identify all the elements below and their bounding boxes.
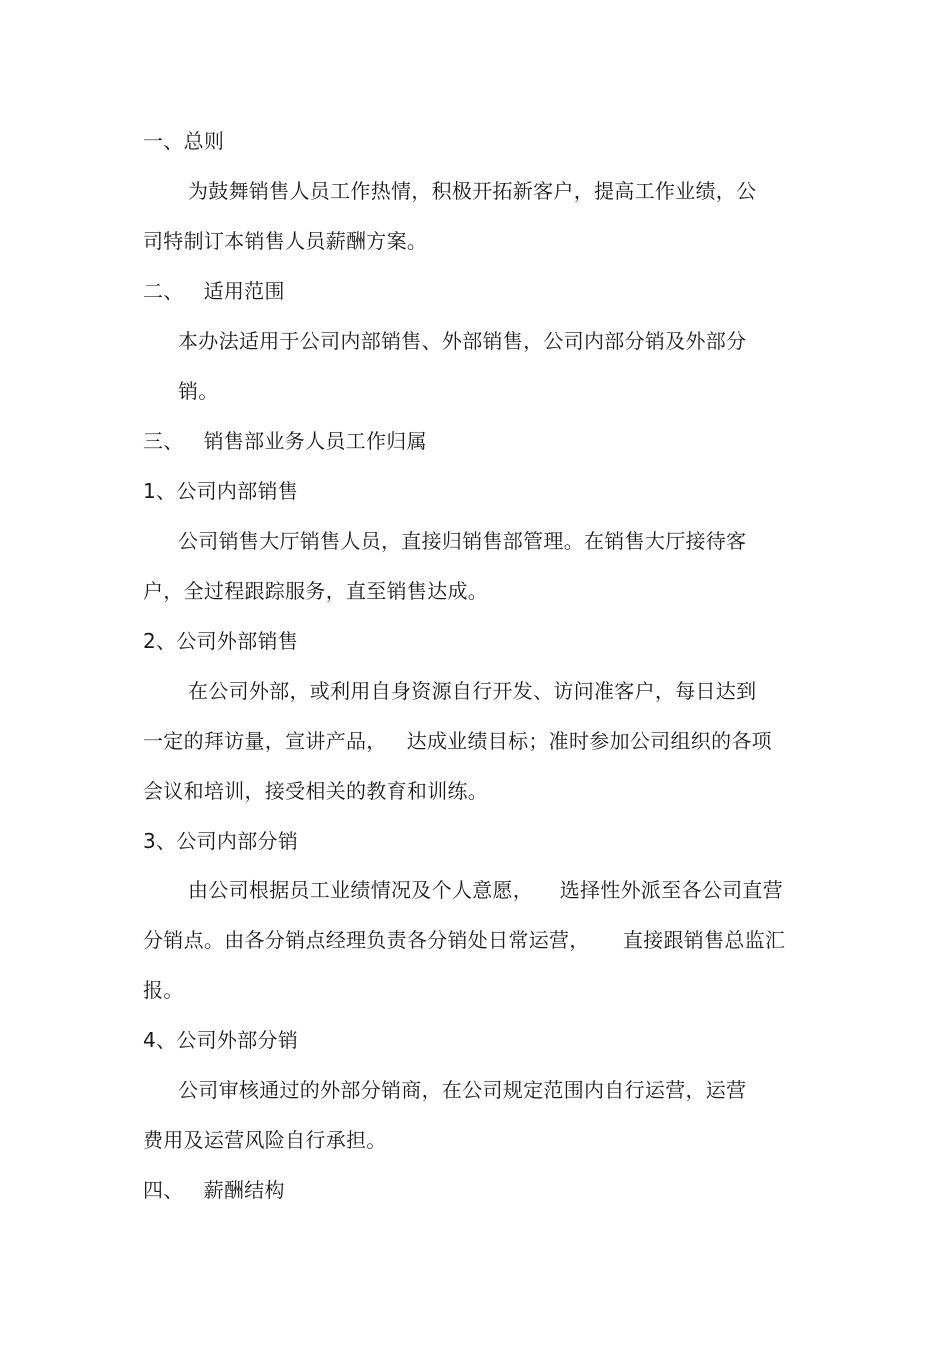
section-heading-work-assignment: 三、 销售部业务人员工作归属 — [143, 429, 427, 453]
paragraph-line: 分销点。由各分销点经理负责各分销处日常运营， 直接跟销售总监汇 — [143, 928, 786, 952]
paragraph-line: 公司销售大厅销售人员，直接归销售部管理。在销售大厅接待客 — [178, 529, 747, 553]
subsection-heading: 1、公司内部销售 — [143, 479, 299, 503]
paragraph-line: 公司审核通过的外部分销商，在公司规定范围内自行运营，运营 — [178, 1078, 747, 1102]
section-heading-scope: 二、 适用范围 — [143, 279, 285, 303]
subsection-heading: 4、公司外部分销 — [143, 1028, 299, 1052]
paragraph-line: 报。 — [143, 978, 184, 1002]
paragraph-line: 在公司外部，或利用自身资源自行开发、访问准客户，每日达到 — [188, 679, 757, 703]
paragraph-line: 本办法适用于公司内部销售、外部销售，公司内部分销及外部分 — [178, 329, 747, 353]
section-heading-general: 一、总则 — [143, 129, 225, 153]
paragraph-line: 司特制订本销售人员薪酬方案。 — [143, 229, 428, 253]
paragraph-line: 为鼓舞销售人员工作热情，积极开拓新客户，提高工作业绩，公 — [188, 179, 757, 203]
paragraph-line: 销。 — [178, 379, 219, 403]
section-heading-compensation-structure: 四、 薪酬结构 — [143, 1178, 285, 1202]
paragraph-line: 一定的拜访量，宣讲产品， 达成业绩目标；准时参加公司组织的各项 — [143, 729, 772, 753]
paragraph-line: 由公司根据员工业绩情况及个人意愿， 选择性外派至各公司直营 — [188, 878, 784, 902]
paragraph-line: 户，全过程跟踪服务，直至销售达成。 — [143, 579, 489, 603]
subsection-heading: 2、公司外部销售 — [143, 629, 299, 653]
paragraph-line: 会议和培训，接受相关的教育和训练。 — [143, 779, 489, 803]
subsection-heading: 3、公司内部分销 — [143, 829, 299, 853]
paragraph-line: 费用及运营风险自行承担。 — [143, 1128, 387, 1152]
